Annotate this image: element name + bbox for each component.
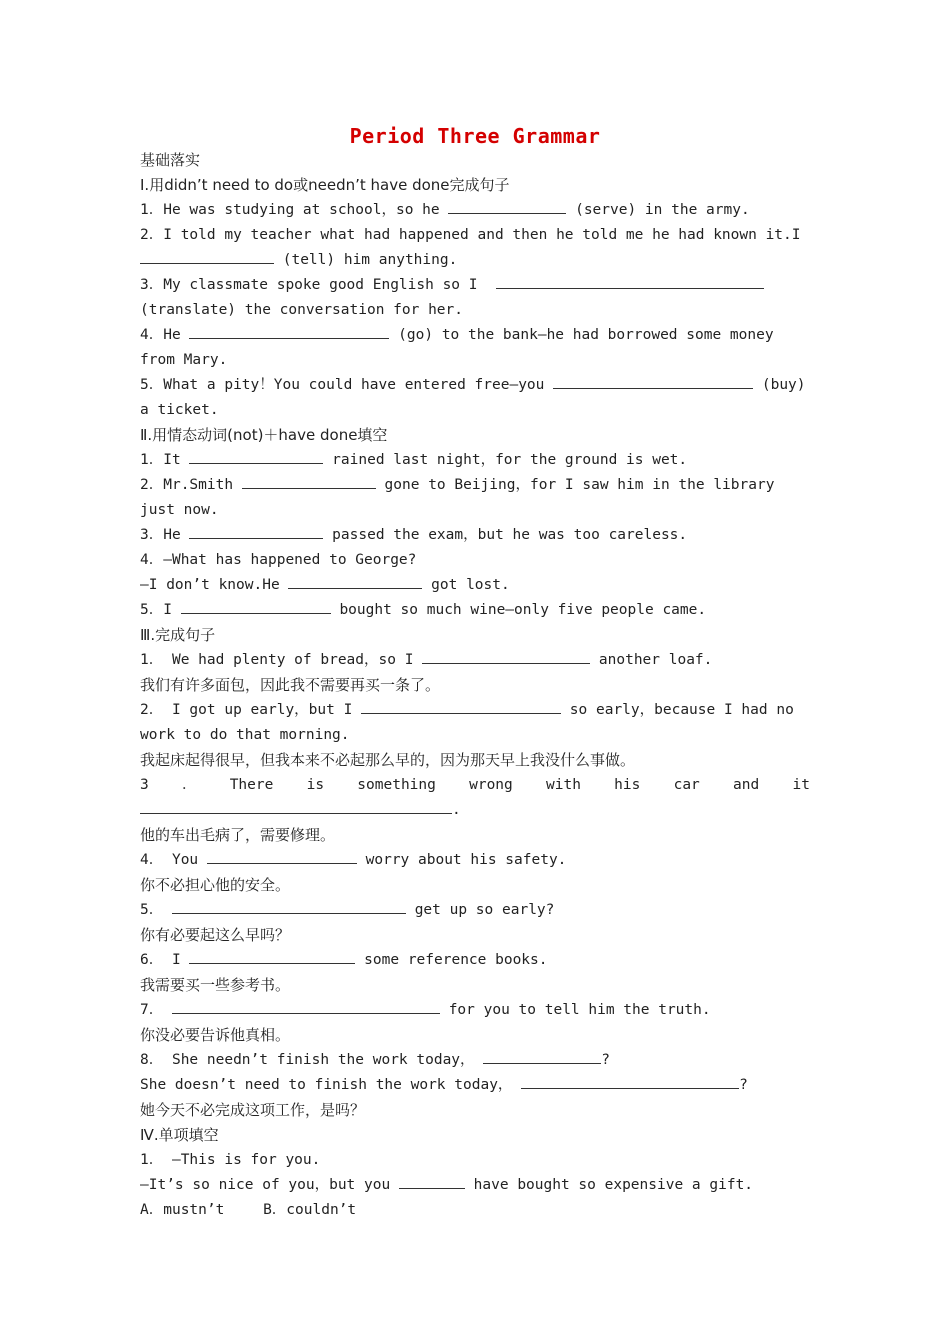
answer-blank[interactable] bbox=[189, 323, 389, 339]
section-4-heading: Ⅳ.单项填空 bbox=[140, 1126, 219, 1144]
sec3-q3: 3 ． There is something wrong with his car and it . bbox=[140, 777, 810, 818]
option-b[interactable]: B．couldn’t bbox=[263, 1202, 357, 1218]
answer-blank[interactable] bbox=[189, 948, 355, 964]
answer-blank[interactable] bbox=[172, 898, 406, 914]
sec1-q1: 1．He was studying at school，so he (serve) in the army. bbox=[140, 198, 810, 223]
answer-blank[interactable] bbox=[288, 573, 422, 589]
sec1-q4: 4．He (go) to the bank—he had borrowed some money from Mary. bbox=[140, 323, 810, 373]
section-1-heading: Ⅰ.用didn’t need to do或needn’t have done完成句子 bbox=[140, 176, 510, 194]
sec4-q1-options bbox=[140, 1198, 810, 1223]
answer-blank[interactable] bbox=[140, 798, 452, 814]
sec2-q5: 5．I bought so much wine—only five people came. bbox=[140, 598, 810, 623]
answer-blank[interactable] bbox=[521, 1073, 739, 1089]
sec2-q4-answer: —I don’t know.He got lost. bbox=[140, 573, 810, 598]
section-label-basic: 基础落实 bbox=[140, 151, 201, 169]
sec3-q8-chinese: 她今天不必完成这项工作，是吗？ bbox=[140, 1101, 366, 1119]
answer-blank[interactable] bbox=[361, 698, 561, 714]
sec3-q5-chinese: 你有必要起这么早吗？ bbox=[140, 926, 291, 944]
sec3-q7: 7． for you to tell him the truth. bbox=[140, 998, 810, 1023]
sec2-q2: 2．Mr.Smith gone to Beijing，for I saw him in the library just now. bbox=[140, 473, 810, 523]
worksheet-content bbox=[140, 148, 810, 1223]
sec3-q3-chinese: 他的车出毛病了，需要修理。 bbox=[140, 826, 336, 844]
answer-blank[interactable] bbox=[496, 273, 764, 289]
sec3-q4: 4． You worry about his safety. bbox=[140, 848, 810, 873]
answer-blank[interactable] bbox=[181, 598, 331, 614]
answer-blank[interactable] bbox=[553, 373, 753, 389]
page-title: Period Three Grammar bbox=[349, 124, 601, 148]
sec2-q1: 1．It rained last night，for the ground is wet. bbox=[140, 448, 810, 473]
answer-blank[interactable] bbox=[448, 198, 566, 214]
sec3-q8-line2: She doesn’t need to finish the work today， ? bbox=[140, 1073, 810, 1098]
sec1-q2: 2．I told my teacher what had happened and then he told me he had known it.I (tell) him anything. bbox=[140, 227, 801, 268]
answer-blank[interactable] bbox=[172, 998, 440, 1014]
sec1-q3: 3．My classmate spoke good English so I (translate) the conversation for her. bbox=[140, 273, 810, 323]
sec3-q6: 6． I some reference books. bbox=[140, 948, 810, 973]
section-3-heading: Ⅲ.完成句子 bbox=[140, 626, 216, 644]
answer-blank[interactable] bbox=[207, 848, 357, 864]
answer-blank[interactable] bbox=[483, 1048, 601, 1064]
sec3-q4-chinese: 你不必担心他的安全。 bbox=[140, 876, 291, 894]
sec3-q7-chinese: 你没必要告诉他真相。 bbox=[140, 1026, 291, 1044]
sec2-q4-question: 4．—What has happened to George? bbox=[140, 552, 417, 568]
answer-blank[interactable] bbox=[422, 648, 590, 664]
sec4-q1-sentence: —It’s so nice of you，but you have bought so expensive a gift. bbox=[140, 1173, 810, 1198]
answer-blank[interactable] bbox=[242, 473, 376, 489]
sec3-q6-chinese: 我需要买一些参考书。 bbox=[140, 976, 291, 994]
answer-blank[interactable] bbox=[399, 1173, 465, 1189]
option-a[interactable]: A．mustn’t bbox=[140, 1202, 225, 1218]
sec4-q1-prompt: 1． —This is for you. bbox=[140, 1152, 321, 1168]
answer-blank[interactable] bbox=[140, 248, 274, 264]
answer-blank[interactable] bbox=[189, 448, 323, 464]
answer-blank[interactable] bbox=[189, 523, 323, 539]
sec3-q1-chinese: 我们有许多面包，因此我不需要再买一条了。 bbox=[140, 676, 441, 694]
sec3-q8: 8． She needn’t finish the work today， ? bbox=[140, 1048, 810, 1073]
section-2-heading: Ⅱ.用情态动词(not)＋have done填空 bbox=[140, 426, 388, 444]
sec3-q2-chinese: 我起床起得很早，但我本来不必起那么早的，因为那天早上我没什么事做。 bbox=[140, 751, 636, 769]
sec3-q1: 1． We had plenty of bread，so I another loaf. bbox=[140, 648, 810, 673]
sec3-q5: 5． get up so early? bbox=[140, 898, 810, 923]
sec3-q2: 2． I got up early，but I so early，because I had no work to do that morning. bbox=[140, 698, 810, 748]
sec2-q3: 3．He passed the exam，but he was too careless. bbox=[140, 523, 810, 548]
sec1-q5: 5．What a pity！You could have entered free—you (buy) a ticket. bbox=[140, 373, 810, 423]
